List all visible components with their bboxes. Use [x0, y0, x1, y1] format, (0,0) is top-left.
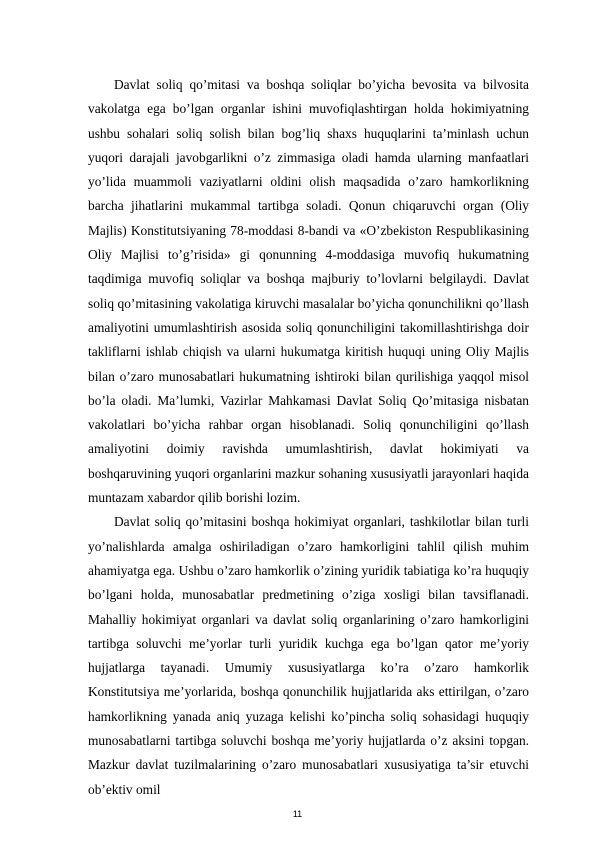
document-page	[88, 73, 529, 802]
body-paragraph-1: Davlat soliq qo’mitasi va boshqa soliqlar bo’yicha bevosita va bilvosita vakolatga ega bo’lgan organlar ishini muvofiqlashtirgan holda hokimiyatning ushbu sohalari soliq solish bilan bog’liq shaxs huquqlarini ta’minlash uchun yuqori darajali javobgarlikni o’z zimmasiga oladi hamda ularning manfaatlari yo’lida muammoli vaziyatlarni oldini olish maqsadida o’zaro hamkorlikning barcha jihatlarini mukammal tartibga soladi. Qonun chiqaruvchi organ (Oliy Majlis) Konstitutsiyaning 78-moddasi 8-bandi va «O’zbekiston Respublikasining Oliy Majlisi to’g’risida» gi qonunning 4-moddasiga muvofiq hukumatning taqdimiga muvofiq soliqlar va boshqa majburiy to’lovlarni belgilaydi. Davlat soliq qo’mitasining vakolatiga kiruvchi masalalar bo’yicha qonunchilikni qo’llash amaliyotini umumlashtirish asosida soliq qonunchiligini takomillashtirishga doir takliflarni ishlab chiqish va ularni hukumatga kiritish huquqi uning Oliy Majlis bilan o’zaro munosabatlari hukumatning ishtiroki bilan qurilishiga yaqqol misol bo’la oladi. Ma’lumki, Vazirlar Mahkamasi Davlat Soliq Qo’mitasiga nisbatan vakolatlari bo’yicha rahbar organ hisoblanadi. Soliq qonunchiligini qo’llash amaliyotini doimiy ravishda umumlashtirish, davlat hokimiyati va boshqaruvining yuqori organlarini mazkur sohaning xususiyatli jarayonlari haqida muntazam xabardor qilib borishi lozim.	[88, 77, 529, 506]
page-number: 11	[292, 809, 303, 819]
body-paragraph-2: Davlat soliq qo’mitasini boshqa hokimiyat organlari, tashkilotlar bilan turli yo’nalishlarda amalga oshiriladigan o’zaro hamkorligini tahlil qilish muhim ahamiyatga ega. Ushbu o’zaro hamkorlik o’zining yuridik tabiatiga ko’ra huquqiy bo’lgani holda, munosabatlar predmetining o’ziga xosligi bilan tavsiflanadi. Mahalliy hokimiyat organlari va davlat soliq organlarining o’zaro hamkorligini tartibga soluvchi me’yorlar turli yuridik kuchga ega bo’lgan qator me’yoriy hujjatlarga tayanadi. Umumiy xususiyatlarga ko’ra o’zaro hamkorlik Konstitutsiya me’yorlarida, boshqa qonunchilik hujjatlarida aks ettirilgan, o’zaro hamkorlikning yanada aniq yuzaga kelishi ko’pincha soliq sohasidagi huquqiy munosabatlarni tartibga soluvchi boshqa me’yoriy hujjatlarda o’z aksini topgan. Mazkur davlat tuzilmalarining o’zaro munosabatlari xususiyatiga ta’sir etuvchi ob’ektiv omil	[88, 514, 529, 797]
